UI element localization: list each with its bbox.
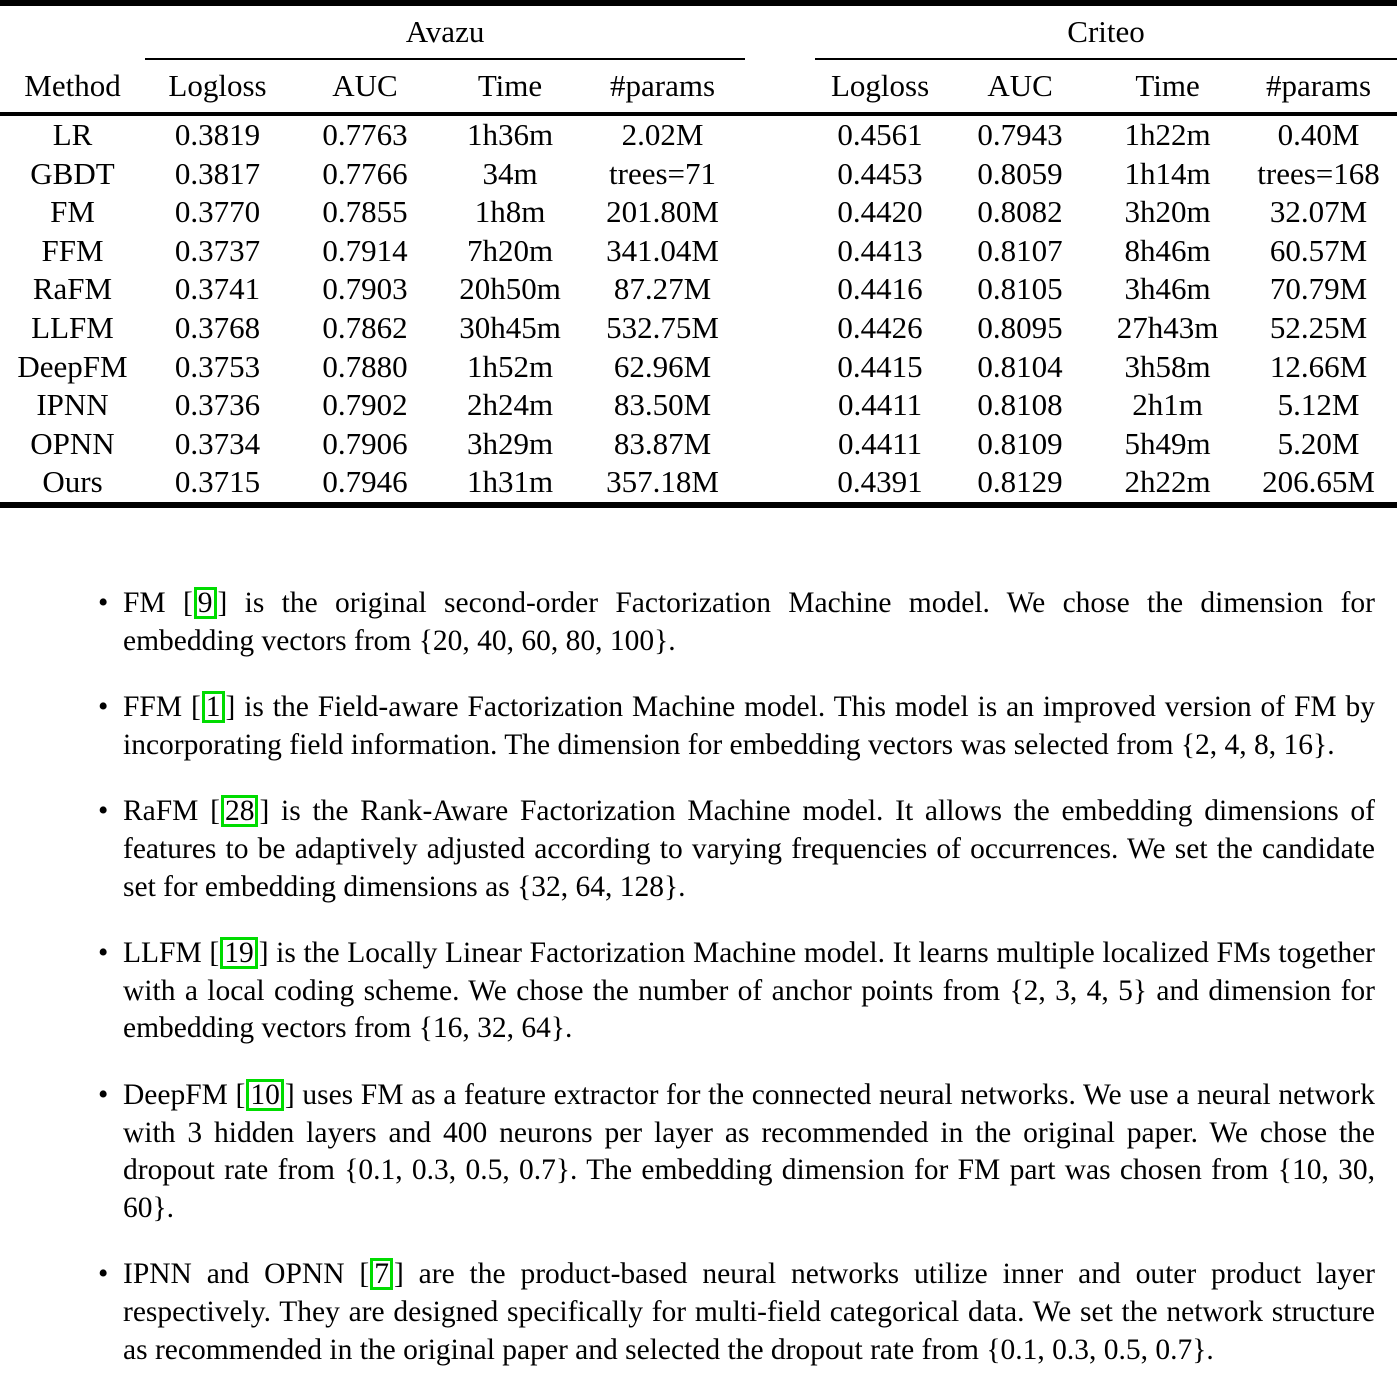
bullet-icon: • bbox=[98, 1258, 109, 1291]
value-cell: 0.4391 bbox=[837, 464, 923, 500]
value-cell: 357.18M bbox=[606, 464, 719, 500]
citation-link[interactable] bbox=[191, 691, 235, 723]
method-cell: LLFM bbox=[31, 309, 114, 345]
value-cell: 0.3768 bbox=[174, 309, 261, 345]
value-cell: 0.7766 bbox=[322, 155, 408, 191]
table-row bbox=[0, 309, 1397, 348]
column-gap bbox=[745, 232, 815, 271]
citation-bracket-close: ] bbox=[284, 1078, 295, 1111]
value-cell: 0.4413 bbox=[837, 232, 923, 268]
group-gap bbox=[745, 3, 815, 59]
column-header-row bbox=[0, 59, 1397, 114]
value-cell: 0.4453 bbox=[837, 155, 923, 191]
value-cell: 0.3736 bbox=[174, 387, 261, 423]
method-cell: LR bbox=[52, 117, 93, 152]
col-header-method: Method bbox=[0, 59, 145, 114]
bullet-text-before: IPNN and OPNN bbox=[123, 1258, 360, 1291]
value-cell: 3h58m bbox=[1124, 348, 1211, 384]
col-header-criteo-params: #params bbox=[1240, 59, 1397, 114]
value-cell: 20h50m bbox=[459, 271, 561, 307]
column-gap bbox=[745, 463, 815, 505]
citation-bracket-close: ] bbox=[393, 1258, 404, 1291]
list-item bbox=[98, 585, 1376, 660]
table-row bbox=[0, 232, 1397, 271]
value-cell: 0.8129 bbox=[977, 464, 1063, 500]
group-label-criteo: Criteo bbox=[1067, 14, 1145, 49]
method-cell: GBDT bbox=[30, 155, 115, 191]
value-cell: 0.8108 bbox=[977, 387, 1063, 423]
table-row bbox=[0, 463, 1397, 505]
citation-bracket-close: ] bbox=[225, 691, 236, 724]
citation-number[interactable]: 1 bbox=[202, 691, 225, 723]
citation-link[interactable] bbox=[183, 587, 227, 619]
method-cell: FM bbox=[50, 194, 95, 230]
value-cell: 60.57M bbox=[1269, 232, 1368, 268]
value-cell: 62.96M bbox=[613, 348, 712, 384]
bullet-icon: • bbox=[98, 691, 109, 724]
method-cell: FFM bbox=[41, 232, 104, 268]
value-cell: 1h52m bbox=[466, 348, 554, 384]
value-cell: 0.7880 bbox=[322, 348, 408, 384]
column-gap bbox=[745, 155, 815, 194]
value-cell: 0.3741 bbox=[174, 271, 261, 307]
value-cell: 2h22m bbox=[1124, 464, 1211, 500]
value-cell: 8h46m bbox=[1124, 232, 1211, 268]
col-header-avazu-auc: AUC bbox=[290, 59, 440, 114]
value-cell: 1h14m bbox=[1124, 155, 1211, 191]
value-cell: 0.7906 bbox=[322, 425, 408, 461]
col-header-avazu-logloss: Logloss bbox=[145, 59, 290, 114]
value-cell: 0.4411 bbox=[837, 387, 923, 423]
group-label-avazu: Avazu bbox=[405, 14, 485, 49]
citation-number[interactable]: 28 bbox=[221, 795, 259, 827]
bullet-text-before: FFM bbox=[123, 691, 191, 724]
value-cell: 0.3819 bbox=[174, 117, 261, 152]
value-cell: 0.3734 bbox=[174, 425, 261, 461]
value-cell: 83.50M bbox=[613, 387, 712, 423]
bullet-text-after: is the Rank-Aware Factorization Machine model. It allows the embedding dimensions of features to be adaptively adjusted according to varying frequencies of occurrences. We set the candidate set for embedding dimensions as {32, 64, 128}. bbox=[123, 795, 1375, 903]
value-cell: 206.65M bbox=[1262, 464, 1375, 500]
value-cell: 0.7763 bbox=[322, 117, 408, 152]
value-cell: 5.20M bbox=[1277, 425, 1360, 461]
citation-link[interactable] bbox=[236, 1079, 295, 1111]
citation-bracket-open: [ bbox=[235, 1078, 246, 1111]
bullet-text-after: is the original second-order Factorization Machine model. We chose the dimension for embedding vectors from {20, 40, 60, 80, 100}. bbox=[123, 587, 1376, 657]
value-cell: 12.66M bbox=[1269, 348, 1368, 384]
value-cell: 532.75M bbox=[606, 309, 719, 345]
value-cell: 7h20m bbox=[466, 232, 554, 268]
value-cell: 0.8095 bbox=[977, 309, 1063, 345]
value-cell: 3h46m bbox=[1124, 271, 1211, 307]
value-cell: 3h20m bbox=[1124, 194, 1211, 230]
value-cell: 0.8104 bbox=[977, 348, 1063, 384]
value-cell: 30h45m bbox=[459, 309, 561, 345]
value-cell: 0.8107 bbox=[977, 232, 1063, 268]
value-cell: 2h24m bbox=[466, 387, 554, 423]
bullet-text-before: LLFM bbox=[123, 937, 210, 970]
list-item bbox=[98, 689, 1376, 764]
table-row bbox=[0, 114, 1397, 155]
method-cell: OPNN bbox=[30, 425, 115, 461]
column-gap bbox=[745, 386, 815, 425]
citation-link[interactable] bbox=[359, 1258, 403, 1290]
citation-number[interactable]: 9 bbox=[194, 587, 217, 619]
value-cell: 0.7943 bbox=[977, 117, 1063, 152]
results-table bbox=[0, 0, 1397, 508]
value-cell: 27h43m bbox=[1116, 309, 1219, 345]
citation-bracket-close: ] bbox=[259, 795, 270, 828]
column-gap bbox=[745, 309, 815, 348]
list-item bbox=[98, 1077, 1375, 1227]
value-cell: 0.7914 bbox=[322, 232, 408, 268]
column-gap bbox=[745, 114, 815, 155]
value-cell: 34m bbox=[482, 155, 538, 191]
group-header-avazu bbox=[145, 3, 745, 59]
bullet-text-before: FM bbox=[123, 587, 183, 619]
value-cell: 0.8105 bbox=[977, 271, 1063, 307]
method-cell: RaFM bbox=[32, 271, 113, 307]
value-cell: 0.3715 bbox=[174, 464, 261, 500]
value-cell: 1h31m bbox=[466, 464, 554, 500]
value-cell: 0.4416 bbox=[837, 271, 923, 307]
bullet-text-after: is the Field-aware Factorization Machine model. This model is an improved version of FM by incorporating field information. The dimension for embedding vectors was selected from {2, 4, 8, 16}. bbox=[123, 691, 1376, 761]
column-gap bbox=[745, 348, 815, 387]
value-cell: 52.25M bbox=[1269, 309, 1368, 345]
value-cell: 0.4426 bbox=[837, 309, 923, 345]
value-cell: 83.87M bbox=[613, 425, 712, 461]
citation-number[interactable]: 10 bbox=[246, 1079, 284, 1111]
column-gap bbox=[745, 193, 815, 232]
value-cell: 32.07M bbox=[1269, 194, 1368, 230]
value-cell: trees=168 bbox=[1257, 155, 1380, 191]
value-cell: 0.3753 bbox=[174, 348, 261, 384]
value-cell: 341.04M bbox=[606, 232, 719, 268]
value-cell: 0.3737 bbox=[174, 232, 261, 268]
citation-number[interactable]: 7 bbox=[370, 1258, 393, 1290]
citation-number[interactable]: 19 bbox=[220, 937, 258, 969]
value-cell: 0.7946 bbox=[322, 464, 408, 500]
list-item bbox=[98, 935, 1375, 1048]
value-cell: 0.3817 bbox=[174, 155, 261, 191]
table-row bbox=[0, 155, 1397, 194]
value-cell: 0.4411 bbox=[837, 425, 923, 461]
table-row bbox=[0, 193, 1397, 232]
list-item bbox=[98, 1256, 1376, 1369]
citation-bracket-open: [ bbox=[190, 691, 201, 724]
table-row bbox=[0, 348, 1397, 387]
value-cell: 3h29m bbox=[466, 425, 554, 461]
citation-bracket-close: ] bbox=[217, 587, 228, 619]
value-cell: 1h36m bbox=[466, 117, 554, 152]
col-header-criteo-logloss: Logloss bbox=[815, 59, 945, 114]
value-cell: 5h49m bbox=[1124, 425, 1211, 461]
bullet-text-before: RaFM bbox=[123, 795, 211, 828]
citation-bracket-close: ] bbox=[258, 937, 269, 970]
baseline-description-list bbox=[98, 585, 1376, 1383]
value-cell: 2.02M bbox=[621, 117, 704, 152]
value-cell: 0.7855 bbox=[322, 194, 408, 230]
bullet-icon: • bbox=[98, 1078, 109, 1111]
value-cell: 0.4415 bbox=[837, 348, 923, 384]
col-header-gap bbox=[745, 59, 815, 114]
col-header-avazu-time: Time bbox=[440, 59, 580, 114]
value-cell: 87.27M bbox=[613, 271, 712, 307]
value-cell: 201.80M bbox=[606, 194, 719, 230]
citation-bracket-open: [ bbox=[209, 937, 220, 970]
value-cell: 5.12M bbox=[1277, 387, 1360, 423]
col-header-avazu-params: #params bbox=[580, 59, 745, 114]
value-cell: 0.8082 bbox=[977, 194, 1063, 230]
value-cell: trees=71 bbox=[609, 155, 717, 191]
results-table-body bbox=[0, 114, 1397, 505]
bullet-icon: • bbox=[98, 937, 109, 970]
value-cell: 0.8059 bbox=[977, 155, 1063, 191]
value-cell: 0.4420 bbox=[837, 194, 923, 230]
value-cell: 1h8m bbox=[474, 194, 546, 230]
method-cell: Ours bbox=[42, 464, 103, 500]
value-cell: 0.7862 bbox=[322, 309, 408, 345]
col-header-criteo-time: Time bbox=[1095, 59, 1240, 114]
citation-bracket-open: [ bbox=[182, 587, 193, 619]
col-header-criteo-auc: AUC bbox=[945, 59, 1095, 114]
bullet-text-after: uses FM as a feature extractor for the connected neural networks. We use a neural network with 3 hidden layers and 400 neurons per layer as recommended in the original paper. We chose the dropout rate from {0.1, 0.3, 0.5, 0.7}. The embedding dimension for FM part was chosen from {10, 30, 60}. bbox=[123, 1078, 1375, 1224]
table-row bbox=[0, 270, 1397, 309]
citation-bracket-open: [ bbox=[210, 795, 220, 828]
list-item bbox=[98, 793, 1375, 906]
bullet-text-before: DeepFM bbox=[123, 1078, 236, 1111]
group-row-empty-cell bbox=[0, 3, 145, 59]
value-cell: 70.79M bbox=[1269, 271, 1368, 307]
column-gap bbox=[745, 270, 815, 309]
citation-link[interactable] bbox=[210, 795, 269, 827]
value-cell: 0.40M bbox=[1277, 117, 1360, 152]
method-cell: DeepFM bbox=[17, 348, 128, 384]
value-cell: 0.8109 bbox=[977, 425, 1063, 461]
value-cell: 0.3770 bbox=[174, 194, 261, 230]
method-cell: IPNN bbox=[36, 387, 109, 423]
value-cell: 0.7903 bbox=[322, 271, 408, 307]
value-cell: 2h1m bbox=[1132, 387, 1203, 423]
column-gap bbox=[745, 425, 815, 464]
bullet-text-after: are the product-based neural networks utilize inner and outer product layer respectively. They are designed specifically for multi-field categorical data. We set the network structure as recommended in the original paper and selected the dropout rate from {0.1, 0.3, 0.5, 0.7}. bbox=[123, 1258, 1376, 1366]
bullet-icon: • bbox=[98, 795, 109, 828]
table-row bbox=[0, 386, 1397, 425]
bullet-icon: • bbox=[98, 587, 109, 619]
value-cell: 0.4561 bbox=[837, 117, 923, 152]
dataset-group-row bbox=[0, 3, 1397, 59]
bullet-text-after: is the Locally Linear Factorization Machine model. It learns multiple localized FMs together with a local coding scheme. We chose the number of anchor points from {2, 3, 4, 5} and dimension for embedding vectors from {16, 32, 64}. bbox=[123, 937, 1375, 1045]
citation-bracket-open: [ bbox=[359, 1258, 370, 1291]
value-cell: 0.7902 bbox=[322, 387, 408, 423]
citation-link[interactable] bbox=[209, 937, 268, 969]
value-cell: 1h22m bbox=[1124, 117, 1211, 152]
table-row bbox=[0, 425, 1397, 464]
group-header-criteo bbox=[815, 3, 1397, 59]
